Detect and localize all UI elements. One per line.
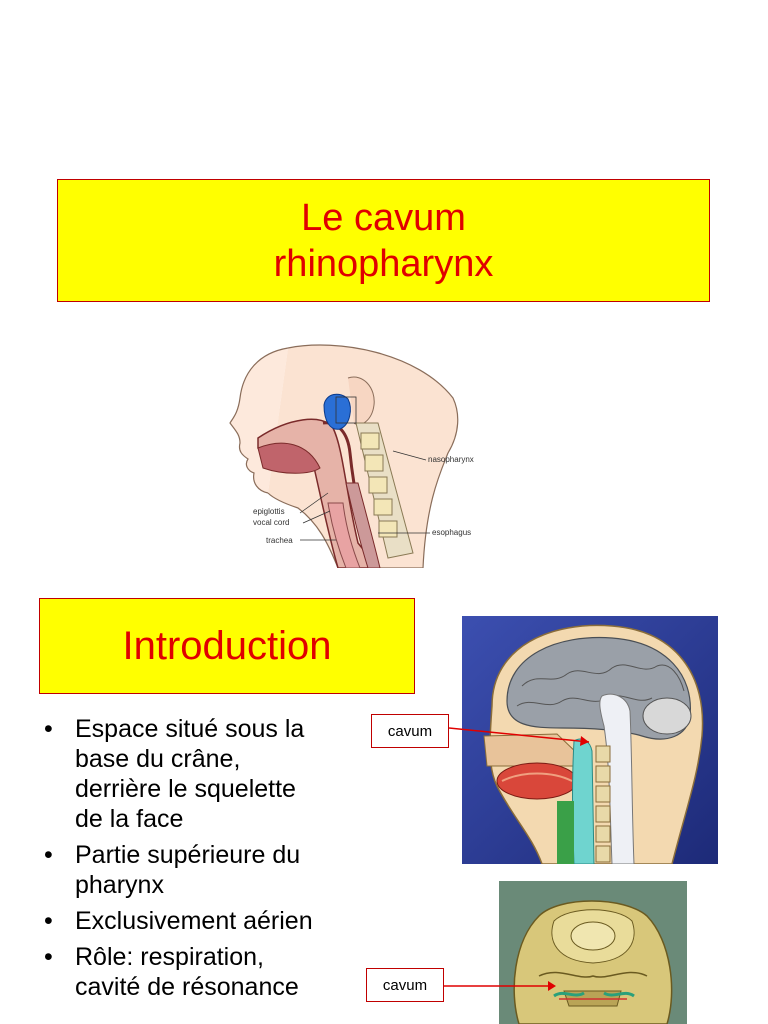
- cavum-arrow-1: [449, 722, 599, 752]
- label-trachea: trachea: [266, 536, 293, 545]
- introduction-heading: Introduction: [122, 623, 332, 668]
- title-line-2: rhinopharynx: [273, 242, 494, 285]
- title-line-1: Le cavum: [301, 196, 466, 239]
- bullet-dot: •: [44, 907, 53, 935]
- cavum-arrow-2: [444, 978, 564, 998]
- bullet-dot: •: [44, 943, 53, 971]
- label-esophagus: esophagus: [432, 528, 472, 537]
- label-nasopharynx: nasopharynx: [428, 455, 474, 464]
- label-epiglottis: epiglottis: [253, 507, 285, 516]
- label-vocal-cord: vocal cord: [253, 518, 290, 527]
- bullet-item: • Rôle: respiration, cavité de résonance: [44, 943, 299, 1001]
- skull-base-illustration: [499, 881, 687, 1024]
- bullet-item: • Exclusivement aérien: [44, 907, 313, 935]
- bullet-dot: •: [44, 841, 53, 869]
- cavum-callout-1: [371, 714, 449, 748]
- nasopharynx-illustration: [228, 343, 488, 568]
- cavum-callout-2: [366, 968, 444, 1002]
- introduction-bullet-list: [40, 714, 370, 1008]
- title-box: [57, 179, 710, 302]
- cavum-callout-2-label: cavum: [382, 976, 428, 994]
- bullet-dot: •: [44, 715, 53, 743]
- bullet-item: • Espace situé sous la base du crâne, derrière le squelette de la face: [44, 715, 305, 833]
- cavum-callout-1-label: cavum: [387, 722, 433, 740]
- bullet-item: • Partie supérieure du pharynx: [44, 841, 301, 899]
- introduction-heading-box: [39, 598, 415, 694]
